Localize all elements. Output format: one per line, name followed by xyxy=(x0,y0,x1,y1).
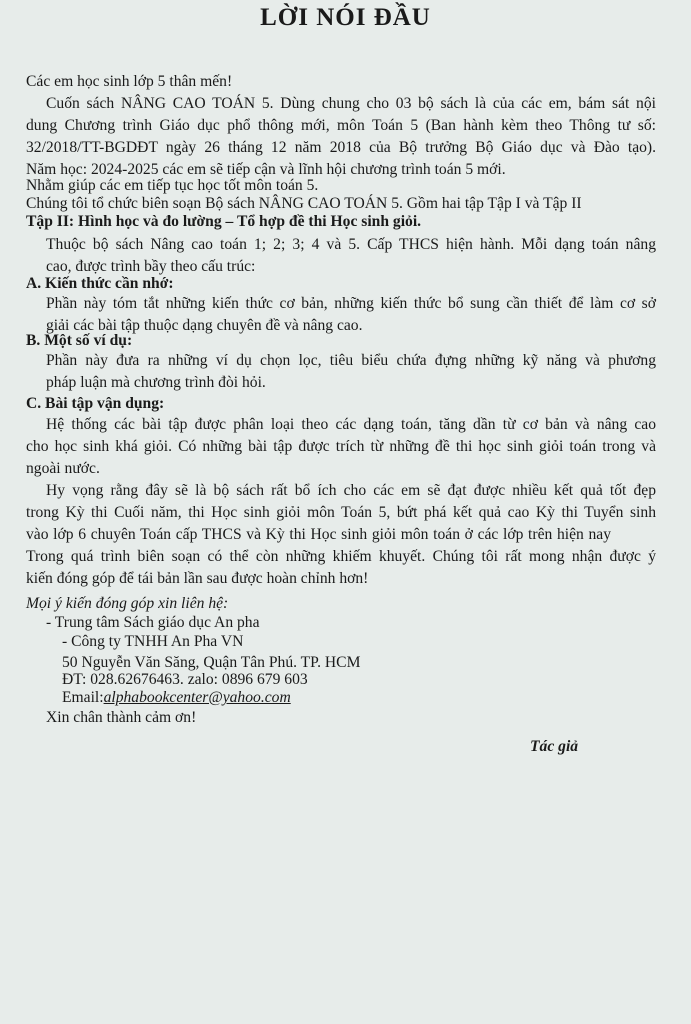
intro-line-6: Chúng tôi tổ chức biên soạn Bộ sách NÂNG CAO TOÁN 5. Gồm hai tập Tập I và Tập II xyxy=(26,195,582,212)
section-c-line-1: Hệ thống các bài tập được phân loại theo các dạng toán, tăng dần từ cơ bản và nâng cao xyxy=(46,416,656,433)
intro-line-1: Cuốn sách NÂNG CAO TOÁN 5. Dùng chung cho 03 bộ sách là của các em, bám sát nội xyxy=(46,95,656,112)
section-c-line-3: ngoài nước. xyxy=(26,460,100,477)
contact-email-label: Email: xyxy=(62,689,104,706)
contact-intro: Mọi ý kiến đóng góp xin liên hệ: xyxy=(26,595,229,612)
contact-email-row xyxy=(62,688,291,708)
intro-line-3: 32/2018/TT-BGDĐT ngày 26 tháng 12 năm 2018 của Bộ trưởng Bộ Giáo dục và Đào tạo). xyxy=(26,139,656,156)
intro-line-4: Năm học: 2024-2025 các em sẽ tiếp cận và lĩnh hội chương trình toán 5 mới. xyxy=(26,161,506,178)
contact-phone: ĐT: 028.62676463. zalo: 0896 679 603 xyxy=(62,671,308,688)
page-title: LỜI NÓI ĐẦU xyxy=(260,4,431,31)
section-a-line-1: Phần này tóm tắt những kiến thức cơ bản, những kiến thức bổ sung cần thiết để làm cơ sở xyxy=(46,295,656,312)
section-b-line-1: Phần này đưa ra những ví dụ chọn lọc, tiêu biểu chứa đựng những kỹ năng và phương xyxy=(46,352,656,369)
section-c-line-2: cho học sinh khá giỏi. Có những bài tập được trích từ những đề thi học sinh giỏi toán trong và xyxy=(26,438,656,455)
section-b-heading: B. Một số ví dụ: xyxy=(26,332,133,349)
section-b-line-2: pháp luận mà chương trình đòi hỏi. xyxy=(46,374,266,391)
section-c-line-4: Hy vọng rằng đây sẽ là bộ sách rất bổ ích cho các em sẽ đạt được nhiều kết quả tốt đẹp xyxy=(46,482,656,499)
section-c-line-8: kiến đóng góp để tái bản lần sau được hoàn chỉnh hơn! xyxy=(26,570,369,587)
author-signature: Tác giả xyxy=(530,738,579,755)
volume2-line-1: Thuộc bộ sách Nâng cao toán 1; 2; 3; 4 và 5. Cấp THCS hiện hành. Mỗi dạng toán nâng xyxy=(46,236,656,253)
contact-address: 50 Nguyễn Văn Săng, Quận Tân Phú. TP. HCM xyxy=(62,654,361,671)
greeting: Các em học sinh lớp 5 thân mến! xyxy=(26,73,233,90)
intro-line-2: dung Chương trình Giáo dục phổ thông mới, môn Toán 5 (Ban hành kèm theo Thông tư số: xyxy=(26,117,656,134)
volume2-line-2: cao, được trình bầy theo cấu trúc: xyxy=(46,258,256,275)
contact-thanks: Xin chân thành cảm ơn! xyxy=(46,709,197,726)
section-c-line-6: vào lớp 6 chuyên Toán cấp THCS và Kỳ thi Học sinh giỏi môn toán ở các lớp trên hiện nay xyxy=(26,526,611,543)
contact-company: - Công ty TNHH An Pha VN xyxy=(62,633,244,650)
section-a-line-2: giải các bài tập thuộc dạng chuyên đề và nâng cao. xyxy=(46,317,363,334)
section-c-heading: C. Bài tập vận dụng: xyxy=(26,395,165,412)
section-a-heading: A. Kiến thức cần nhớ: xyxy=(26,275,174,292)
section-c-line-5: trong Kỳ thi Cuối năm, thi Học sinh giỏi môn Toán 5, bứt phá kết quả cao Kỳ thi Tuyển sinh xyxy=(26,504,656,521)
section-c-line-7: Trong quá trình biên soạn có thể còn những khiếm khuyết. Chúng tôi rất mong nhận được ý xyxy=(26,548,656,565)
contact-email-link[interactable]: alphabookcenter@yahoo.com xyxy=(103,689,291,706)
intro-line-5: Nhằm giúp các em tiếp tục học tốt môn toán 5. xyxy=(26,177,319,194)
volume2-heading: Tập II: Hình học và đo lường – Tổ hợp đề thi Học sinh giỏi. xyxy=(26,213,422,230)
contact-center: - Trung tâm Sách giáo dục An pha xyxy=(46,614,260,631)
